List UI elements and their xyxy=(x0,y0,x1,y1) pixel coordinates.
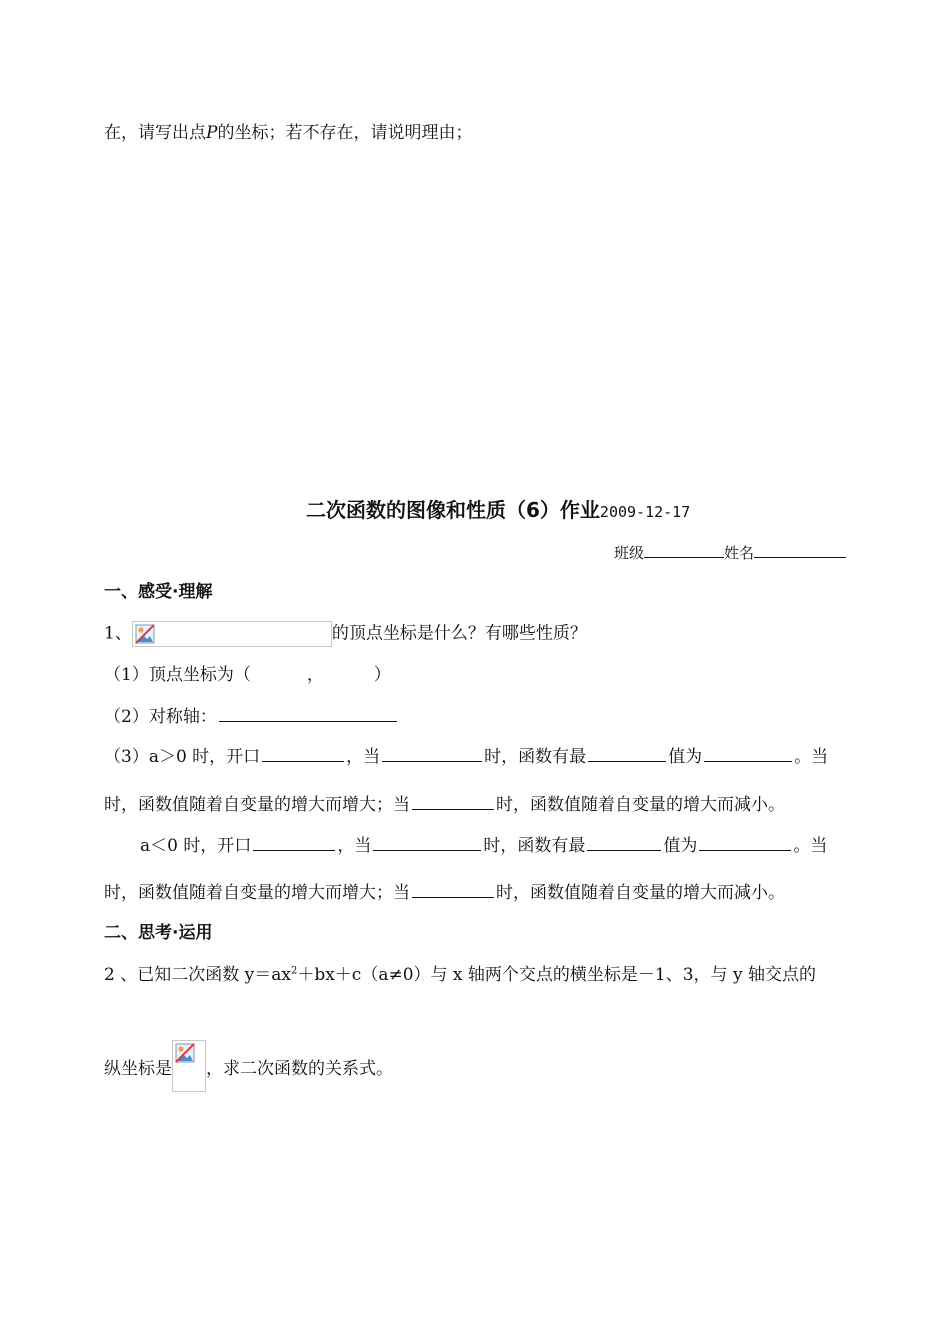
p4-text-c: 时，函数有最 xyxy=(483,836,586,856)
p4-text-d: 值为 xyxy=(663,836,698,856)
p4-line2-a: 时，函数值随着自变量的增大而增大；当 xyxy=(104,883,410,903)
section-heading-2: 二、思考·运用 xyxy=(104,923,213,943)
broken-image-icon xyxy=(175,1043,195,1063)
p3-text-d: 值为 xyxy=(668,747,703,767)
p3-blank-2[interactable] xyxy=(382,745,482,762)
question-1 xyxy=(104,621,587,647)
p4-blank-5[interactable] xyxy=(412,881,494,898)
y-intercept-image xyxy=(172,1040,206,1092)
vertex-comma: ， xyxy=(306,665,324,685)
question-2-line2 xyxy=(104,1040,393,1092)
p3-line2-a: 时，函数值随着自变量的增大而增大；当 xyxy=(104,795,410,815)
question-2-line1 xyxy=(104,963,816,987)
p3-text-a: （3）a＞0 时，开口 xyxy=(104,747,261,767)
q1-part-4-line1 xyxy=(140,834,827,858)
section-heading-1: 一、感受·理解 xyxy=(104,582,213,602)
question-1-number: 1、 xyxy=(104,623,132,644)
vertex-close: ） xyxy=(373,665,391,685)
q1-part-4-line2 xyxy=(104,881,785,905)
name-blank[interactable] xyxy=(754,541,846,558)
carryover-line xyxy=(104,121,472,145)
q2-line2-a: 纵坐标是 xyxy=(104,1059,172,1079)
q1-part-3-line1 xyxy=(104,745,828,769)
p4-blank-3[interactable] xyxy=(587,834,661,851)
p4-text-b: ，当 xyxy=(337,836,372,856)
p3-text-b: ，当 xyxy=(346,747,381,767)
point-variable: P xyxy=(206,123,218,143)
axis-label: （2）对称轴： xyxy=(104,707,217,727)
q2-text-b: ＋bx＋c（a≠0）与 x 轴两个交点的横坐标是－1、3，与 y 轴交点的 xyxy=(297,965,816,985)
p4-line2-b: 时，函数值随着自变量的增大而减小。 xyxy=(496,883,785,903)
class-label: 班级 xyxy=(614,544,645,562)
broken-image-icon xyxy=(135,624,155,644)
carryover-text-pre: 在，请写出点 xyxy=(104,123,206,143)
p3-blank-3[interactable] xyxy=(588,745,666,762)
p3-blank-5[interactable] xyxy=(412,793,494,810)
q1-part-2 xyxy=(104,705,399,729)
p3-blank-1[interactable] xyxy=(262,745,344,762)
p3-line2-b: 时，函数值随着自变量的增大而减小。 xyxy=(496,795,785,815)
class-blank[interactable] xyxy=(644,541,724,558)
title-date: 2009-12-17 xyxy=(599,503,691,521)
p3-blank-4[interactable] xyxy=(704,745,792,762)
q2-superscript: 2 xyxy=(290,965,298,977)
class-name-line xyxy=(614,541,846,565)
page-title xyxy=(306,498,690,524)
p4-blank-1[interactable] xyxy=(253,834,335,851)
q1-part-1 xyxy=(104,663,391,687)
q2-text-a: 2 、已知二次函数 y＝ax xyxy=(104,965,291,985)
formula-image xyxy=(132,621,332,647)
vertex-label: （1）顶点坐标为（ xyxy=(104,665,251,685)
carryover-text-post: 的坐标；若不存在，请说明理由； xyxy=(217,123,473,143)
p4-text-a: a＜0 时，开口 xyxy=(140,836,252,856)
q2-line2-b: ，求二次函数的关系式。 xyxy=(206,1059,393,1079)
axis-blank[interactable] xyxy=(219,705,397,722)
title-text: 二次函数的图像和性质（6）作业 xyxy=(306,498,600,522)
q1-part-3-line2 xyxy=(104,793,785,817)
p4-text-e: 。当 xyxy=(793,836,828,856)
question-1-text: 的顶点坐标是什么？有哪些性质？ xyxy=(331,623,587,644)
p4-blank-4[interactable] xyxy=(699,834,791,851)
name-label: 姓名 xyxy=(724,544,755,562)
p3-text-e: 。当 xyxy=(794,747,829,767)
p3-text-c: 时，函数有最 xyxy=(484,747,587,767)
p4-blank-2[interactable] xyxy=(373,834,481,851)
